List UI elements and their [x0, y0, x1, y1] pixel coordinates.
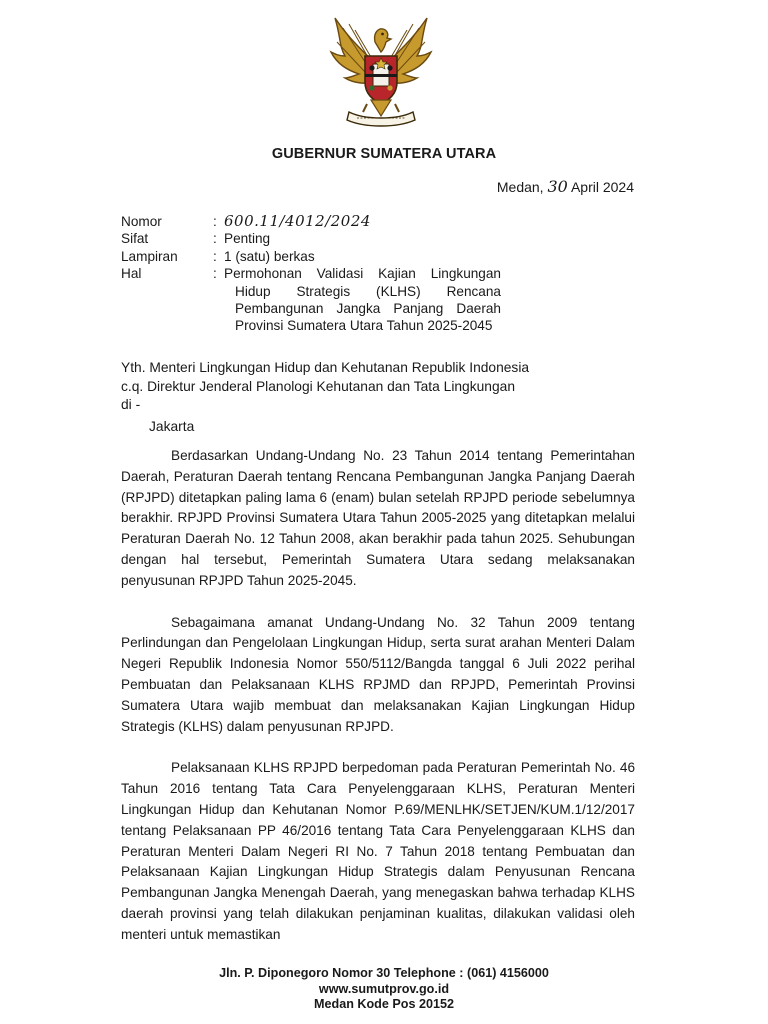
hal-line-3: Pembangunan Jangka Panjang Daerah: [235, 301, 501, 317]
letterhead-title: GUBERNUR SUMATERA UTARA: [271, 146, 497, 162]
meta-label-lampiran: Lampiran: [121, 248, 178, 264]
hal-line-4: Provinsi Sumatera Utara Tahun 2025-2045: [235, 318, 493, 334]
dateline: [497, 177, 634, 196]
addressee-line-3: di -: [121, 397, 141, 412]
letter-footer: [0, 966, 768, 1013]
garuda-emblem-icon: [325, 12, 437, 128]
meta-row-hal: [121, 265, 501, 335]
meta-label-sifat: Sifat: [121, 231, 149, 247]
date-month-year: April 2024: [570, 179, 634, 195]
footer-postal: Medan Kode Pos 20152: [314, 997, 454, 1011]
addressee-city: Jakarta: [149, 418, 195, 434]
date-place: Medan,: [496, 179, 544, 195]
meta-row-sifat: [121, 230, 501, 247]
addressee-line-2: c.q. Direktur Jenderal Planologi Kehutanan dan Tata Lingkungan: [121, 378, 515, 394]
meta-colon: :: [213, 231, 217, 247]
meta-row-lampiran: [121, 248, 501, 265]
letter-body: [121, 446, 635, 967]
addressee-line-1: Yth. Menteri Lingkungan Hidup dan Kehutanan Republik Indonesia: [121, 360, 530, 375]
footer-address: Jln. P. Diponegoro Nomor 30 Telephone : (061) 4156000: [219, 966, 549, 980]
meta-colon: :: [213, 214, 217, 229]
meta-label-nomor: Nomor: [121, 214, 162, 229]
meta-value-hal: [224, 265, 501, 335]
hal-line-2: Hidup Strategis (KLHS) Rencana: [235, 283, 501, 299]
body-paragraph-3: Pelaksanaan KLHS RPJPD berpedoman pada Peraturan Pemerintah No. 46 Tahun 2016 tentang Tata Cara Penyelenggaraan KLHS, Peraturan Menteri Lingkungan Hidup dan Kehutanan Nomor P.69/MENLHK/SETJEN/KUM.1/12/2017 tentang Pelaksanaan PP 46/2016 tentang Tata Cara Penyelenggaraan KLHS dan Peraturan Menteri Dalam Negeri RI No. 7 Tahun 2018 tentang Pembuatan dan Pelaksanaan Kajian Lingkungan Hidup Strategis dalam Penyusunan Rencana Pembangunan Jangka Menengah Daerah, yang menegaskan bahwa terhadap KLHS daerah provinsi yang telah dilakukan penjaminan kualitas, dilakukan validasi oleh menteri untuk memastikan: [121, 760, 635, 942]
meta-colon: :: [213, 248, 217, 264]
body-paragraph-2: Sebagaimana amanat Undang-Undang No. 32 Tahun 2009 tentang Perlindungan dan Pengelolaan Lingkungan Hidup, serta surat arahan Menteri Dalam Negeri Republik Indonesia Nomor 550/5112/Bangda tanggal 6 Juli 2022 perihal Pembuatan dan Pelaksanaan KLHS RPJMD dan RPJPD, Pemerintah Provinsi Sumatera Utara wajib membuat dan melaksanakan Kajian Lingkungan Hidup Strategis (KLHS) dalam penyusunan RPJPD.: [121, 614, 635, 734]
meta-colon: :: [213, 266, 217, 282]
meta-value-nomor-handwritten: 600.11/4012/2024: [224, 212, 371, 230]
addressee-block: [121, 359, 529, 436]
footer-website: www.sumutprov.go.id: [318, 981, 450, 996]
meta-value-lampiran: 1 (satu) berkas: [224, 248, 315, 264]
body-paragraph-1: Berdasarkan Undang-Undang No. 23 Tahun 2014 tentang Pemerintahan Daerah, Peraturan Daerah tentang Rencana Pembangunan Jangka Panjang Daerah (RPJPD) ditetapkan paling lama 6 (enam) bulan setelah RPJPD periode sebelumnya berakhir. RPJPD Provinsi Sumatera Utara Tahun 2005-2025 yang ditetapkan melalui Peraturan Daerah No. 12 Tahun 2008, akan berakhir pada tahun 2025. Sehubungan dengan hal tersebut, Pemerintah Sumatera Utara sedang melaksanakan penyusunan RPJPD Tahun 2025-2045.: [121, 448, 635, 588]
letter-metadata: [121, 213, 501, 335]
meta-value-sifat: Penting: [224, 231, 271, 247]
meta-row-nomor: [121, 213, 501, 230]
meta-label-hal: Hal: [121, 266, 142, 282]
hal-line-1: Permohonan Validasi Kajian Lingkungan: [224, 266, 501, 282]
date-day-handwritten: 30: [547, 177, 568, 196]
